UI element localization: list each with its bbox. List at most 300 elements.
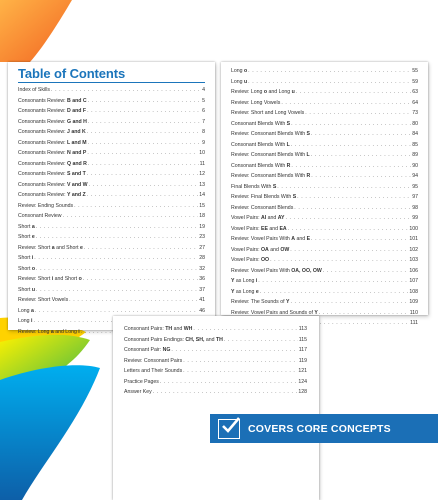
toc-entry-text: Review: Final Blends With xyxy=(231,194,293,200)
toc-entry-label xyxy=(231,205,293,211)
dot-leader xyxy=(285,215,411,221)
toc-entry-label xyxy=(18,255,33,261)
toc-entry-label xyxy=(18,308,34,314)
toc-entry xyxy=(18,119,205,130)
toc-entry-emphasis: o xyxy=(263,89,268,95)
toc-entry-emphasis: Y and Z xyxy=(67,192,86,198)
toc-entry-page: 46 xyxy=(199,307,205,314)
dot-leader xyxy=(183,358,297,364)
toc-entry-emphasis: L and M xyxy=(67,139,87,146)
dot-leader xyxy=(36,224,198,230)
toc-entry-label xyxy=(18,161,87,167)
toc-entry-label xyxy=(231,289,259,295)
dot-leader xyxy=(31,255,198,261)
toc-entry-label xyxy=(231,121,290,127)
toc-entry-label xyxy=(124,358,182,364)
dot-leader xyxy=(88,98,201,104)
toc-entry-label xyxy=(231,100,280,106)
toc-entry-emphasis: AY xyxy=(277,215,285,221)
toc-entry-label xyxy=(231,173,310,179)
toc-entry-label xyxy=(18,119,87,125)
toc-entry-emphasis: a xyxy=(30,307,34,314)
toc-entry xyxy=(231,152,418,163)
toc-title: Table of Contents xyxy=(18,66,126,81)
toc-entry-text: Vowel Pairs: xyxy=(231,257,261,263)
toc-entry xyxy=(18,255,205,266)
toc-entry-emphasis: S xyxy=(286,120,291,127)
toc-entry-emphasis: i xyxy=(78,328,80,335)
dot-leader xyxy=(88,119,201,125)
toc-entry-label xyxy=(124,326,192,332)
toc-entry-text: Vowel Pairs: xyxy=(231,225,261,232)
dot-leader xyxy=(36,287,198,293)
toc-entry xyxy=(231,68,418,79)
toc-list-bottom xyxy=(124,326,307,400)
toc-entry-page: 119 xyxy=(298,357,307,364)
toc-entry-emphasis: CH, SH, xyxy=(185,336,205,343)
toc-entry xyxy=(18,129,205,140)
toc-entry-page: 110 xyxy=(409,309,418,316)
toc-entry-label xyxy=(18,224,35,230)
toc-entry-label xyxy=(231,79,247,85)
toc-entry-text: Consonants Review: xyxy=(18,192,68,198)
toc-entry-emphasis: Q and R xyxy=(67,160,87,167)
toc-entry-label xyxy=(231,89,295,95)
toc-entry-emphasis: Y xyxy=(285,299,290,305)
toc-entry-label xyxy=(124,389,152,395)
toc-entry-label xyxy=(124,379,159,385)
toc-entry-text: Consonant Blends With xyxy=(231,162,287,169)
toc-entry-page: 12 xyxy=(199,171,205,177)
toc-entry-text: Review: Consonant Blends With xyxy=(231,131,307,137)
toc-entry-label xyxy=(231,257,269,263)
toc-entry-label xyxy=(18,234,35,240)
dot-leader xyxy=(87,171,198,177)
toc-entry-page: 115 xyxy=(298,336,307,343)
toc-entry xyxy=(231,299,418,310)
toc-entry-text: Review: Long xyxy=(231,89,264,95)
toc-entry-page: 64 xyxy=(412,99,418,106)
toc-entry xyxy=(231,121,418,132)
toc-entry-text: Long xyxy=(18,318,31,324)
toc-entry xyxy=(18,182,205,193)
toc-entry-text: and Long xyxy=(53,328,79,335)
toc-entry-emphasis: o xyxy=(243,68,248,74)
toc-entry-emphasis: TH xyxy=(165,326,173,332)
dot-leader xyxy=(87,129,201,135)
toc-entry-label xyxy=(231,215,284,221)
toc-entry-page: 103 xyxy=(409,257,418,263)
toc-entry xyxy=(231,110,418,121)
toc-entry xyxy=(124,326,307,337)
toc-entry-page: 84 xyxy=(412,131,418,137)
toc-entry-emphasis: u xyxy=(291,89,295,95)
toc-entry xyxy=(231,194,418,205)
toc-entry-emphasis: WH xyxy=(183,326,193,332)
toc-entry-text: Consonants Review: xyxy=(18,118,68,125)
toc-entry xyxy=(231,173,418,184)
dot-leader xyxy=(74,203,198,209)
toc-entry-emphasis: Y xyxy=(314,309,318,316)
toc-entry-page: 109 xyxy=(409,299,418,305)
dot-leader xyxy=(290,299,408,305)
toc-entry-label xyxy=(18,98,87,104)
toc-entry-text: Long xyxy=(231,68,244,74)
toc-entry-page: 117 xyxy=(298,347,307,353)
toc-entry-label xyxy=(231,226,287,232)
dot-leader xyxy=(69,297,198,303)
toc-entry-label xyxy=(18,297,68,303)
toc-entry-label xyxy=(18,245,83,251)
toc-entry xyxy=(231,79,418,90)
toc-entry-page: 100 xyxy=(409,225,418,232)
toc-entry-text: Review: Consonant Blends With xyxy=(231,152,307,158)
dot-leader xyxy=(224,337,298,343)
toc-entry-label xyxy=(231,268,322,274)
toc-entry-text: Consonants Review: xyxy=(18,181,68,188)
toc-entry-text: Answer Key xyxy=(124,389,152,395)
toc-entry-page: 37 xyxy=(199,286,205,293)
toc-entry-emphasis: i xyxy=(51,276,54,282)
toc-entry-page: 32 xyxy=(199,265,205,272)
toc-entry-text: and xyxy=(266,215,278,221)
toc-entry-page: 18 xyxy=(199,213,205,219)
toc-entry-emphasis: o xyxy=(78,276,82,282)
toc-entry-text: Review: Consonant Blends xyxy=(231,204,294,211)
toc-entry xyxy=(124,389,307,400)
toc-entry-text: as Long xyxy=(234,278,256,284)
toc-entry-page: 106 xyxy=(409,267,418,274)
dot-leader xyxy=(311,152,412,158)
toc-entry-emphasis: EA xyxy=(279,225,287,232)
toc-entry-text: Review: The Sounds of xyxy=(231,299,286,305)
toc-entry-label xyxy=(231,299,289,305)
orange-swoosh xyxy=(0,0,72,62)
toc-entry-page: 59 xyxy=(412,78,418,85)
toc-entry-emphasis: R xyxy=(306,173,311,179)
toc-entry-text: Long xyxy=(18,307,31,314)
toc-entry-emphasis: G and H xyxy=(67,118,87,125)
toc-entry-text: Consonant Blends With xyxy=(231,141,287,148)
checkmark-icon xyxy=(218,419,240,439)
toc-entry-text: Vowel Pairs: xyxy=(231,215,261,221)
toc-entry-emphasis: L xyxy=(286,141,290,148)
toc-entry-emphasis: Y xyxy=(231,288,235,295)
toc-entry-text: Vowel Pairs: xyxy=(231,246,261,253)
dot-leader xyxy=(183,368,297,374)
toc-page-right xyxy=(221,62,428,326)
toc-entry-page: 28 xyxy=(199,255,205,261)
toc-entry-text: Consonant Blends With xyxy=(231,120,287,127)
dot-leader xyxy=(294,205,411,211)
toc-entry-page: 124 xyxy=(298,378,307,385)
toc-list-left xyxy=(18,87,205,339)
toc-entry-emphasis: S xyxy=(292,194,297,200)
toc-entry xyxy=(124,347,307,358)
toc-entry-emphasis: e xyxy=(80,244,83,251)
toc-entry-emphasis: EE xyxy=(261,225,268,232)
toc-entry-label xyxy=(18,150,86,156)
toc-entry xyxy=(18,234,205,245)
dot-leader xyxy=(260,289,409,295)
toc-entry xyxy=(18,171,205,182)
toc-entry-label xyxy=(231,247,289,253)
toc-entry-emphasis: OO xyxy=(261,257,270,263)
dot-leader xyxy=(89,182,199,188)
dot-leader xyxy=(248,79,411,85)
toc-entry-page: 85 xyxy=(412,141,418,148)
toc-entry-text: Practice Pages xyxy=(124,378,159,385)
toc-entry-page: 128 xyxy=(298,389,307,395)
toc-entry-label xyxy=(18,329,80,335)
toc-entry xyxy=(124,379,307,390)
dot-leader xyxy=(311,236,408,242)
dot-leader xyxy=(63,213,199,219)
toc-entry-label xyxy=(18,266,35,272)
toc-entry-page: 73 xyxy=(412,110,418,116)
toc-entry xyxy=(18,297,205,308)
toc-entry-text: Short xyxy=(18,223,32,230)
toc-entry xyxy=(231,100,418,111)
toc-entry-emphasis: AI xyxy=(261,215,267,221)
toc-entry-label xyxy=(18,276,82,282)
toc-entry-emphasis: Y xyxy=(231,278,235,284)
toc-entry-label xyxy=(18,182,88,188)
toc-entry-label xyxy=(231,278,257,284)
dot-leader xyxy=(171,347,297,353)
toc-entry-label xyxy=(231,68,247,74)
toc-entry-page: 99 xyxy=(412,215,418,221)
toc-entry-text: Review: Short xyxy=(18,276,52,282)
toc-entry-page: 98 xyxy=(412,204,418,211)
toc-entry-text: Short xyxy=(18,255,32,261)
toc-entry-emphasis: E xyxy=(306,236,311,242)
toc-entry-text: Consonants Review: xyxy=(18,150,68,156)
dot-leader xyxy=(87,192,199,198)
toc-entry-emphasis: OW xyxy=(280,246,290,253)
toc-entry-text: Consonants Review: xyxy=(18,139,68,146)
toc-entry xyxy=(231,289,418,300)
toc-entry xyxy=(231,131,418,142)
toc-entry-page: 4 xyxy=(202,87,205,93)
toc-entry-label xyxy=(18,203,73,209)
toc-entry-label xyxy=(231,152,310,158)
toc-entry-page: 94 xyxy=(412,173,418,179)
dot-leader xyxy=(51,87,201,93)
blue-swoosh xyxy=(0,365,100,500)
toc-entry-page: 5 xyxy=(202,97,205,104)
toc-entry-text: and Short xyxy=(53,276,79,282)
toc-entry-text: Review: Vowel Pairs and Sounds of xyxy=(231,309,315,316)
toc-entry-page: 55 xyxy=(412,68,418,74)
toc-entry-text: Consonant Review xyxy=(18,213,62,219)
dot-leader xyxy=(296,89,411,95)
toc-entry-label xyxy=(231,184,276,190)
toc-entry-label xyxy=(18,318,32,324)
toc-entry xyxy=(124,368,307,379)
dot-leader xyxy=(36,266,198,272)
toc-entry-label xyxy=(18,129,86,135)
toc-entry xyxy=(18,245,205,256)
toc-entry-page: 102 xyxy=(409,246,418,253)
toc-entry-page: 10 xyxy=(199,150,205,156)
toc-entry xyxy=(18,266,205,277)
toc-entry-page: 41 xyxy=(199,297,205,303)
toc-entry xyxy=(18,276,205,287)
dot-leader xyxy=(35,308,198,314)
dot-leader xyxy=(291,142,411,148)
toc-entry-page: 6 xyxy=(202,108,205,114)
toc-entry-text: Consonants Review: xyxy=(18,160,68,167)
toc-entry-text: Review: Long xyxy=(18,328,51,335)
toc-entry-emphasis: D and F xyxy=(67,108,87,114)
dot-leader xyxy=(84,245,198,251)
toc-entry xyxy=(231,184,418,195)
toc-entry-emphasis: S and T xyxy=(67,171,86,177)
banner-text: COVERS CORE CONCEPTS xyxy=(248,422,391,435)
toc-entry-page: 11 xyxy=(199,160,205,167)
toc-entry-page: 89 xyxy=(412,152,418,158)
toc-entry-text: and Long xyxy=(267,89,292,95)
toc-entry xyxy=(231,268,418,279)
toc-entry-emphasis: o xyxy=(31,265,36,272)
dot-leader xyxy=(255,278,408,284)
toc-list-right xyxy=(231,68,418,331)
toc-entry-text: Review: Vowel Pairs With xyxy=(231,267,292,274)
toc-entry-text: Index of Skills xyxy=(18,87,51,93)
toc-entry-text: Consonant Pairs Endings: xyxy=(124,336,186,343)
toc-entry-label xyxy=(18,140,87,146)
toc-entry-page: 113 xyxy=(298,326,307,332)
dot-leader xyxy=(319,310,409,316)
dot-leader xyxy=(88,161,199,167)
toc-entry-label xyxy=(18,213,62,219)
toc-entry-text: Consonants Review: xyxy=(18,97,68,104)
toc-entry-text: Review: Ending Sounds xyxy=(18,202,74,209)
toc-entry-label xyxy=(231,110,304,116)
toc-entry-emphasis: a xyxy=(31,223,35,230)
toc-entry-text: Review: Long Vowels xyxy=(231,99,281,106)
toc-entry-emphasis: B and C xyxy=(67,97,87,104)
toc-entry xyxy=(18,213,205,224)
dot-leader xyxy=(87,150,198,156)
dot-leader xyxy=(311,173,411,179)
toc-entry-label xyxy=(124,347,170,353)
toc-entry-text: Review: Consonant Blends With xyxy=(231,173,307,179)
toc-entry xyxy=(18,192,205,203)
toc-entry xyxy=(231,236,418,247)
toc-entry xyxy=(18,161,205,172)
toc-entry-emphasis: OA xyxy=(261,246,269,253)
toc-entry-text: Short xyxy=(18,286,32,293)
toc-entry-label xyxy=(124,368,182,374)
covers-core-concepts-banner xyxy=(210,414,438,443)
dot-leader xyxy=(305,110,411,116)
toc-entry-page: 63 xyxy=(412,89,418,95)
dot-leader xyxy=(160,379,297,385)
toc-entry-text: Letters and Their Sounds xyxy=(124,368,183,374)
toc-entry-page: 107 xyxy=(409,278,418,284)
title-rule xyxy=(18,82,205,83)
toc-entry xyxy=(18,108,205,119)
toc-entry xyxy=(231,205,418,216)
toc-entry-label xyxy=(18,108,86,114)
toc-entry xyxy=(18,203,205,214)
toc-entry-text: and xyxy=(267,225,280,232)
dot-leader xyxy=(193,326,297,332)
toc-entry-emphasis: S xyxy=(272,183,277,190)
toc-entry-text: Consonants Review: xyxy=(18,108,68,114)
toc-entry-text: Short xyxy=(18,265,32,272)
toc-entry-text: Consonant Pair: xyxy=(124,347,163,353)
toc-entry-text: Consonants Review: xyxy=(18,129,68,135)
toc-entry xyxy=(231,278,418,289)
toc-entry-page: 19 xyxy=(199,223,205,230)
toc-entry-emphasis: TH xyxy=(216,336,223,343)
toc-entry-page: 13 xyxy=(199,181,205,188)
dot-leader xyxy=(290,247,408,253)
toc-entry-text: as Long xyxy=(234,288,256,295)
toc-entry-emphasis: L xyxy=(306,152,310,158)
toc-entry xyxy=(231,215,418,226)
toc-entry-emphasis: u xyxy=(31,286,36,293)
toc-entry-text: Short xyxy=(18,234,32,240)
toc-entry xyxy=(18,224,205,235)
toc-entry-text: and Short xyxy=(54,244,81,251)
toc-entry-page: 90 xyxy=(412,162,418,169)
toc-entry xyxy=(231,163,418,174)
toc-entry-text: Consonants Review: xyxy=(18,171,68,177)
toc-entry xyxy=(124,337,307,348)
toc-entry-emphasis: OA, OO, OW xyxy=(291,267,322,274)
toc-entry-page: 97 xyxy=(412,194,418,200)
toc-entry xyxy=(18,150,205,161)
toc-entry-page: 23 xyxy=(199,234,205,240)
toc-entry-emphasis: e xyxy=(31,234,35,240)
toc-entry-page: 15 xyxy=(199,202,205,209)
toc-entry-text: Review: Short and Long Vowels xyxy=(231,110,305,116)
dot-leader xyxy=(291,121,411,127)
dot-leader xyxy=(277,184,411,190)
toc-entry xyxy=(124,358,307,369)
toc-entry-text: Final Blends With xyxy=(231,183,273,190)
toc-entry-emphasis: i xyxy=(255,278,258,284)
toc-entry-emphasis: J and K xyxy=(67,129,86,135)
toc-entry-page: 101 xyxy=(409,236,418,242)
toc-entry-label xyxy=(18,171,86,177)
toc-entry-page: 108 xyxy=(409,288,418,295)
toc-entry xyxy=(18,287,205,298)
toc-entry-emphasis: i xyxy=(31,255,34,261)
toc-entry-text: Review: Short xyxy=(18,244,52,251)
toc-entry xyxy=(18,140,205,151)
toc-entry-emphasis: V and W xyxy=(67,181,88,188)
dot-leader xyxy=(83,276,198,282)
toc-entry-emphasis: a xyxy=(51,244,55,251)
dot-leader xyxy=(297,194,411,200)
toc-entry xyxy=(231,226,418,237)
dot-leader xyxy=(323,268,409,274)
toc-entry-label xyxy=(18,287,35,293)
dot-leader xyxy=(153,389,298,395)
toc-entry-page: 121 xyxy=(298,368,307,374)
toc-entry-text: Review: Vowel Pairs With xyxy=(231,236,292,242)
toc-entry xyxy=(231,142,418,153)
toc-entry-page: 95 xyxy=(412,183,418,190)
toc-entry-emphasis: u xyxy=(243,78,248,85)
toc-entry-page: 14 xyxy=(199,192,205,198)
toc-entry-label xyxy=(231,142,290,148)
